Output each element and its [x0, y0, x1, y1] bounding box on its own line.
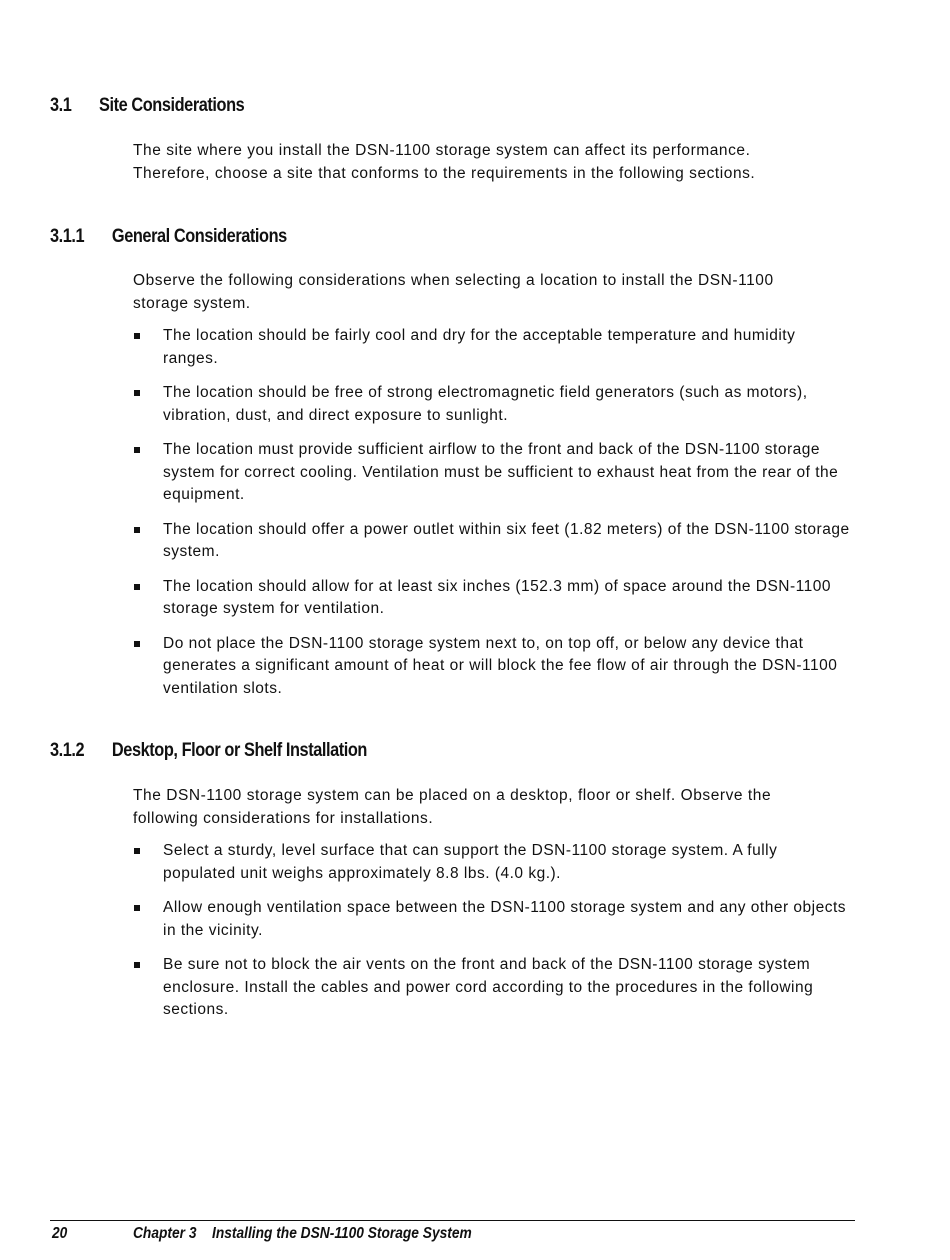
section-title: General Considerations: [111, 226, 287, 247]
section-heading-3-1-1: [50, 226, 287, 248]
footer-chapter-title: Installing the DSN-1100 Storage System: [212, 1225, 472, 1242]
list-item: [133, 954, 853, 1022]
considerations-list: [133, 325, 853, 712]
list-item: [133, 897, 853, 942]
section-heading-3-1: [50, 95, 245, 117]
square-bullet-icon: [134, 962, 140, 968]
list-item-text: The location must provide sufficient airflow to the front and back of the DSN-1100 storage system for correct cooling. Ventilation must be sufficient to exhaust heat from the rear of the equipment.: [163, 441, 839, 503]
section-3-1-1-paragraph: Observe the following considerations when selecting a location to install the DSN-1100 storage system.: [133, 272, 774, 312]
section-3-1-paragraph: The site where you install the DSN-1100 storage system can affect its performance. Therefore, choose a site that conforms to the requirements in the following sections.: [133, 142, 756, 182]
square-bullet-icon: [134, 848, 140, 854]
square-bullet-icon: [134, 333, 140, 339]
list-item: [133, 840, 853, 885]
section-3-1-2-paragraph: The DSN-1100 storage system can be placed on a desktop, floor or shelf. Observe the following considerations for installations.: [133, 787, 772, 827]
list-item-text: Allow enough ventilation space between the DSN-1100 storage system and any other objects in the vicinity.: [163, 899, 847, 939]
installation-list: [133, 840, 853, 1034]
list-item-text: Select a sturdy, level surface that can support the DSN-1100 storage system. A fully populated unit weighs approximately 8.8 lbs. (4.0 kg.).: [163, 842, 778, 882]
list-item-text: Do not place the DSN-1100 storage system next to, on top off, or below any device that generates a significant amount of heat or will block the fee flow of air through the DSN-1100 ventilation slots.: [163, 634, 838, 697]
list-item: [133, 519, 853, 564]
footer-chapter: Chapter 3: [133, 1225, 197, 1242]
square-bullet-icon: [134, 447, 140, 453]
list-item-text: The location should allow for at least six inches (152.3 mm) of space around the DSN-1100 storage system for ventilation.: [163, 577, 831, 617]
list-item: [133, 576, 853, 621]
list-item: [133, 439, 853, 507]
square-bullet-icon: [134, 527, 140, 533]
list-item: [133, 325, 853, 370]
section-heading-3-1-2: [50, 740, 367, 762]
section-number: 3.1.1: [50, 226, 85, 247]
footer-rule: [50, 1220, 855, 1221]
list-item-text: The location should be free of strong electromagnetic field generators (such as motors), vibration, dust, and direct exposure to sunlight.: [163, 384, 808, 424]
list-item: [133, 633, 853, 701]
square-bullet-icon: [134, 641, 140, 647]
list-item-text: Be sure not to block the air vents on the front and back of the DSN-1100 storage system enclosure. Install the cables and power cord according to the procedures in the following sections.: [163, 956, 814, 1018]
page-number: 20: [52, 1225, 68, 1242]
list-item-text: The location should be fairly cool and dry for the acceptable temperature and humidity ranges.: [163, 327, 796, 367]
square-bullet-icon: [134, 584, 140, 590]
section-number: 3.1.2: [50, 740, 85, 761]
square-bullet-icon: [134, 390, 140, 396]
section-title: Desktop, Floor or Shelf Installation: [111, 740, 367, 761]
section-title: Site Considerations: [99, 95, 245, 116]
section-number: 3.1: [50, 95, 72, 116]
list-item: [133, 382, 853, 427]
square-bullet-icon: [134, 905, 140, 911]
list-item-text: The location should offer a power outlet within six feet (1.82 meters) of the DSN-1100 storage system.: [163, 520, 850, 560]
